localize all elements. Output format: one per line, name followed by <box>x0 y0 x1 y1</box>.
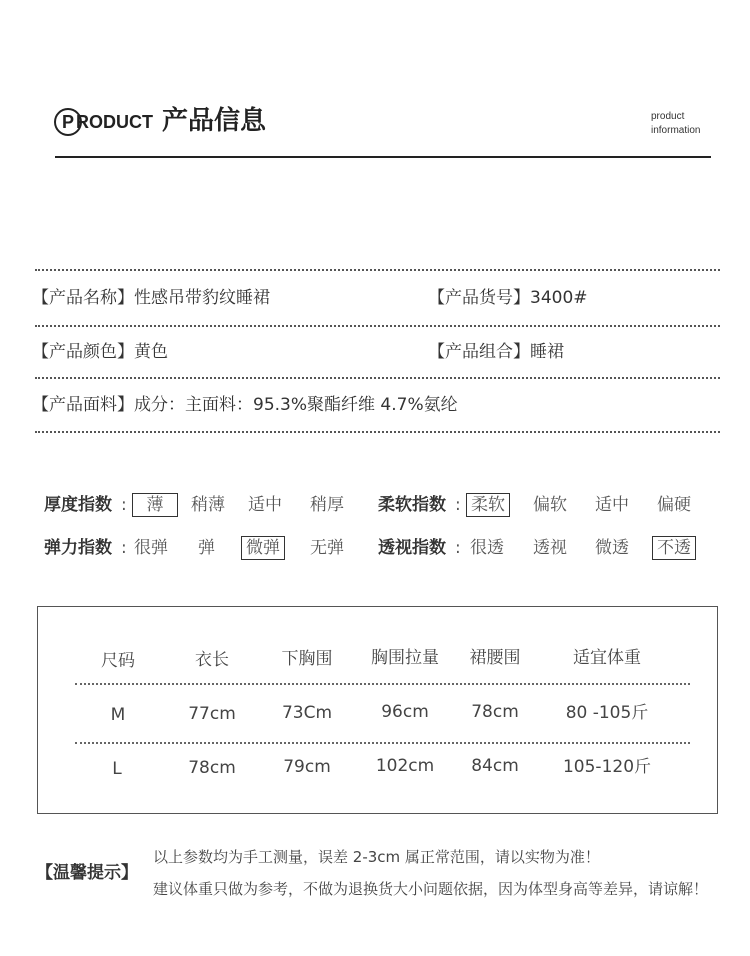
table-header-cell: 衣长 <box>195 650 229 670</box>
tips-label: 【温馨提示】 <box>36 863 138 883</box>
product-sku: 【产品货号】3400# <box>428 288 588 308</box>
product-color: 【产品颜色】黄色 <box>32 342 168 362</box>
header-english-rest: RODUCT <box>76 111 153 132</box>
index-colon: : <box>121 495 127 515</box>
elasticity-option-selected: 微弹 <box>241 536 285 560</box>
table-header-cell: 裙腰围 <box>469 648 521 668</box>
softness-option: 适中 <box>595 495 629 515</box>
index-colon: : <box>455 538 461 558</box>
table-header-cell: 适宜体重 <box>573 648 641 668</box>
table-cell: M <box>110 705 126 725</box>
softness-index-label: 柔软指数 <box>378 495 446 515</box>
table-cell: 96cm <box>381 702 429 722</box>
elasticity-option: 弹 <box>198 538 215 558</box>
thickness-option-selected: 薄 <box>132 493 178 517</box>
thickness-option: 稍薄 <box>191 495 225 515</box>
elasticity-option: 无弹 <box>310 538 344 558</box>
table-cell: 105-120斤 <box>562 757 652 777</box>
thickness-index-label: 厚度指数 <box>44 495 112 515</box>
softness-option-selected: 柔软 <box>466 493 510 517</box>
table-header-cell: 胸围拉量 <box>371 648 439 668</box>
circled-p-logo: P <box>54 108 82 136</box>
transparency-index-label: 透视指数 <box>378 538 446 558</box>
info-divider <box>35 269 720 271</box>
table-cell: 79cm <box>283 757 331 777</box>
transparency-option: 透视 <box>533 538 567 558</box>
transparency-option: 很透 <box>470 538 504 558</box>
softness-option: 偏硬 <box>657 495 691 515</box>
info-divider <box>35 377 720 379</box>
softness-option: 偏软 <box>533 495 567 515</box>
tips-line-2: 建议体重只做为参考，不做为退换货大小问题依据，因为体型身高等差异，请谅解！ <box>153 880 709 898</box>
header-subtitle-line2: information <box>651 125 701 136</box>
index-colon: : <box>455 495 461 515</box>
table-cell: 80 -105斤 <box>565 703 649 723</box>
transparency-option: 微透 <box>595 538 629 558</box>
info-divider <box>35 325 720 327</box>
transparency-option-selected: 不透 <box>652 536 696 560</box>
thickness-option: 适中 <box>248 495 282 515</box>
tips-line-1: 以上参数均为手工测量，误差 2-3cm 属正常范围，请以实物为准！ <box>153 848 600 866</box>
table-header-cell: 下胸围 <box>281 649 333 669</box>
table-header-cell: 尺码 <box>101 651 135 671</box>
table-cell: 102cm <box>375 756 435 776</box>
thickness-option: 稍厚 <box>310 495 344 515</box>
product-combo: 【产品组合】睡裙 <box>428 342 564 362</box>
info-divider <box>35 431 720 433</box>
table-cell: 73Cm <box>281 703 333 723</box>
index-colon: : <box>121 538 127 558</box>
header-subtitle <box>651 110 700 138</box>
product-name: 【产品名称】性感吊带豹纹睡裙 <box>32 288 270 308</box>
header-subtitle-line1: product <box>651 111 685 122</box>
elasticity-option: 很弹 <box>134 538 168 558</box>
header-divider <box>55 156 711 158</box>
table-cell: 77cm <box>188 704 236 724</box>
table-cell: 84cm <box>471 756 519 776</box>
elasticity-index-label: 弹力指数 <box>44 538 112 558</box>
table-cell: 78cm <box>471 702 519 722</box>
table-cell: L <box>112 759 122 779</box>
table-divider <box>75 683 690 685</box>
product-fabric: 【产品面料】成分：主面料：95.3%聚酯纤维 4.7%氨纶 <box>32 395 458 415</box>
page-title: 产品信息 <box>162 106 267 136</box>
table-cell: 78cm <box>188 758 236 778</box>
header-english-title <box>54 105 153 139</box>
table-divider <box>75 742 690 744</box>
